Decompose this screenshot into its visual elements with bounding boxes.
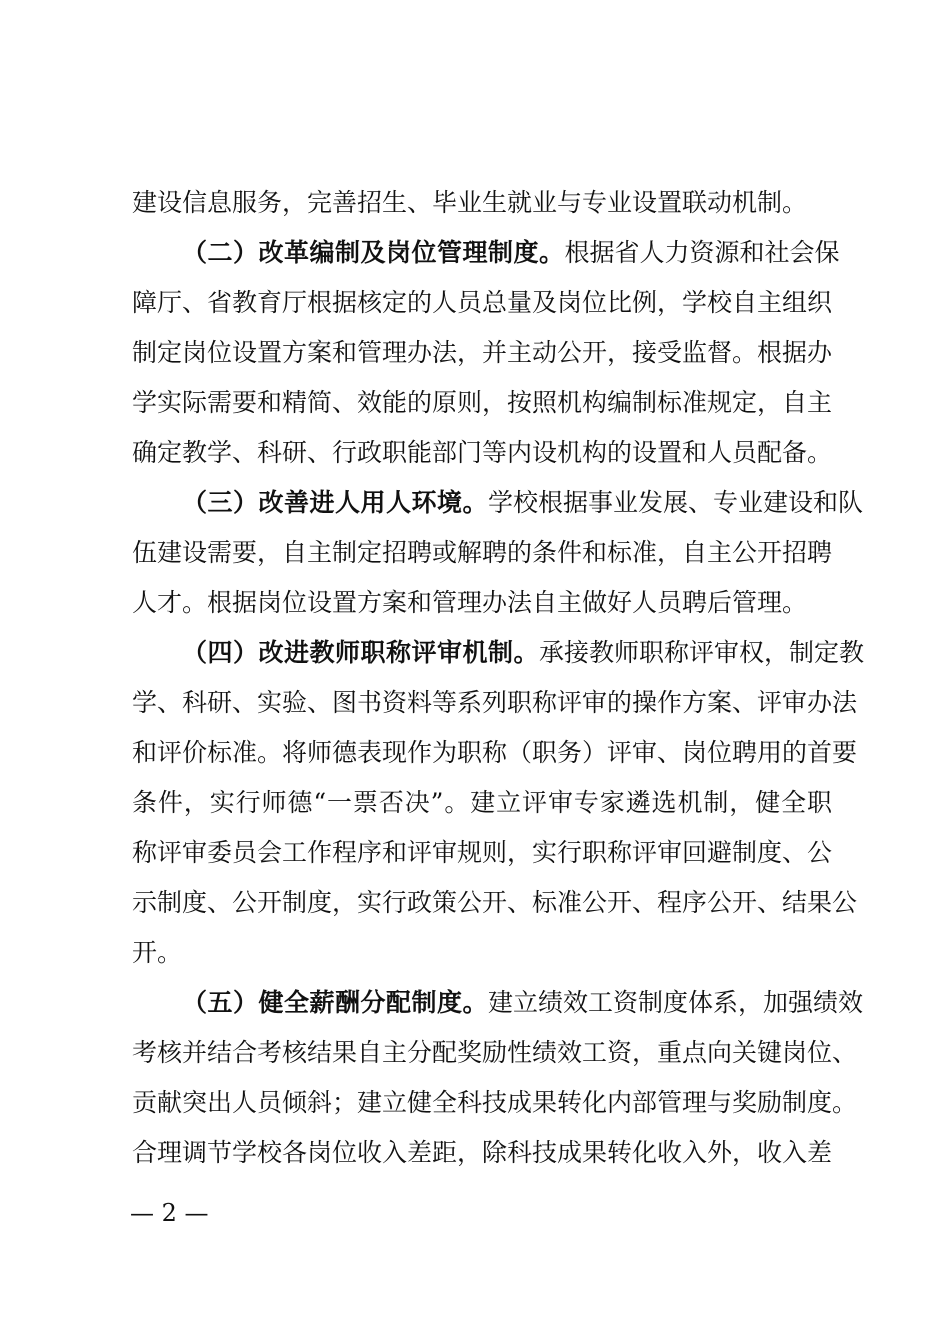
line-text: 学、科研、实验、图书资料等系列职称评审的操作方案、评审办法 xyxy=(132,688,858,717)
paragraph-line xyxy=(132,533,832,573)
line-text: 根据省人力资源和社会保 xyxy=(564,238,840,267)
line-text: 开。 xyxy=(132,938,183,967)
line-text: 称评审委员会工作程序和评审规则，实行职称评审回避制度、公 xyxy=(132,838,833,867)
section-heading: （五）健全薪酬分配制度。 xyxy=(182,988,489,1017)
paragraph-line xyxy=(132,583,832,623)
line-text: 和评价标准。将师德表现作为职称（职务）评审、岗位聘用的首要 xyxy=(132,738,858,767)
line-text: 合理调节学校各岗位收入差距，除科技成果转化收入外，收入差 xyxy=(132,1138,833,1167)
line-text: 人才。根据岗位设置方案和管理办法自主做好人员聘后管理。 xyxy=(132,588,808,617)
line-text: 贡献突出人员倾斜；建立健全科技成果转化内部管理与奖励制度。 xyxy=(132,1088,858,1117)
paragraph-line xyxy=(132,783,832,823)
paragraph-line xyxy=(132,333,832,373)
line-text: 制定岗位设置方案和管理办法，并主动公开，接受监督。根据办 xyxy=(132,338,833,367)
paragraph-line xyxy=(132,1033,858,1073)
paragraph-line xyxy=(132,433,832,473)
paragraph-line xyxy=(182,633,865,673)
paragraph-line xyxy=(132,183,832,223)
section-heading: （四）改进教师职称评审机制。 xyxy=(182,638,540,667)
line-text: 建设信息服务，完善招生、毕业生就业与专业设置联动机制。 xyxy=(132,188,808,217)
paragraph-line xyxy=(132,383,832,423)
paragraph-line xyxy=(132,733,858,773)
paragraph-line xyxy=(132,683,858,723)
paragraph-line xyxy=(182,983,864,1023)
section-heading: （三）改善进人用人环境。 xyxy=(182,488,489,517)
line-text: 承接教师职称评审权，制定教 xyxy=(539,638,865,667)
line-text: 示制度、公开制度，实行政策公开、标准公开、程序公开、结果公 xyxy=(132,888,858,917)
paragraph-line xyxy=(182,233,840,273)
paragraph-line xyxy=(132,933,832,973)
line-text: 伍建设需要，自主制定招聘或解聘的条件和标准，自主公开招聘 xyxy=(132,538,833,567)
paragraph-line xyxy=(182,483,864,523)
line-text: 考核并结合考核结果自主分配奖励性绩效工资，重点向关键岗位、 xyxy=(132,1038,858,1067)
line-text: 学实际需要和精简、效能的原则，按照机构编制标准规定，自主 xyxy=(132,388,833,417)
paragraph-line xyxy=(132,283,832,323)
paragraph-line xyxy=(132,833,832,873)
section-heading: （二）改革编制及岗位管理制度。 xyxy=(182,238,565,267)
paragraph-line xyxy=(132,1133,832,1173)
paragraph-line xyxy=(132,883,858,923)
line-text: 确定教学、科研、行政职能部门等内设机构的设置和人员配备。 xyxy=(132,438,833,467)
line-text: 学校根据事业发展、专业建设和队 xyxy=(488,488,864,517)
line-text: 条件，实行师德“一票否决”。建立评审专家遴选机制，健全职 xyxy=(132,788,832,817)
line-text: 障厅、省教育厅根据核定的人员总量及岗位比例，学校自主组织 xyxy=(132,288,833,317)
paragraph-line xyxy=(132,1083,858,1123)
line-text: 建立绩效工资制度体系，加强绩效 xyxy=(488,988,864,1017)
page-number: — 2 — xyxy=(130,1199,209,1227)
